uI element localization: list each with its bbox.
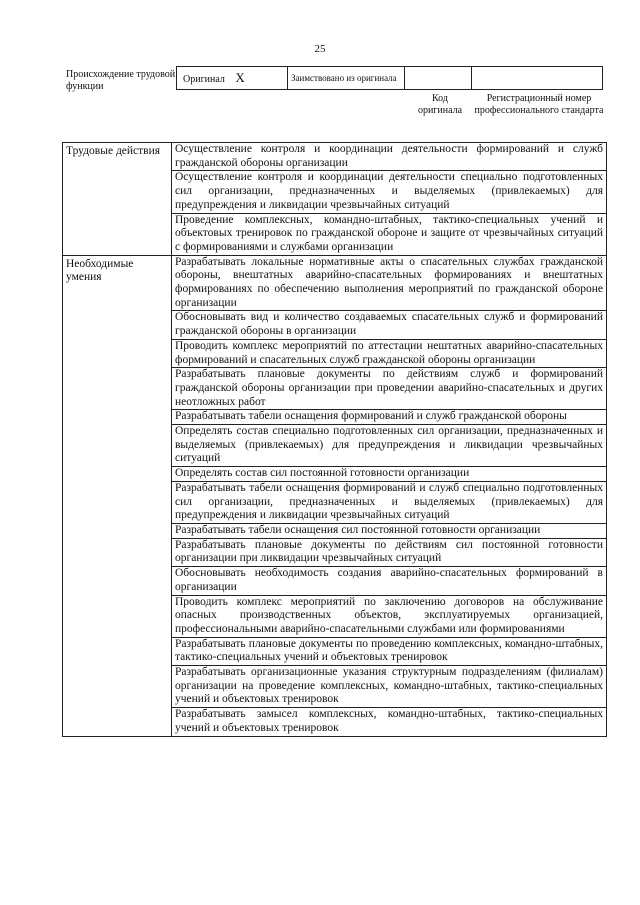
table-cell: Проведение комплексных, командно-штабных, тактико-специальных учений и объектовых тренировок по гражданской обороне и защите от чрезвычайных ситуаций с формированиями и службами организации <box>172 213 607 255</box>
table-cell: Разрабатывать табели оснащения формирований и служб специально подготовленных сил организации, предназначенных и выделяемых (привлекаемых) для предупреждения и ликвидации чрезвычайных ситуаций <box>172 481 607 523</box>
origin-table <box>176 66 603 90</box>
table-cell: Разрабатывать плановые документы по действиям сил постоянной готовности организации при ликвидации чрезвычайных ситуаций <box>172 538 607 566</box>
origin-label: Происхождение трудовой функции <box>66 69 176 92</box>
table-cell: Разрабатывать плановые документы по действиям служб и формирований гражданской обороны организации при проведении аварийно-спасательных и других неотложных работ <box>172 368 607 410</box>
section-label: Необходимые умения <box>63 255 172 736</box>
table-cell: Определять состав сил постоянной готовности организации <box>172 467 607 482</box>
original-mark: X <box>235 70 245 85</box>
reg-number-label: Регистрационный номер профессионального стандарта <box>474 93 604 116</box>
table-cell: Обосновывать необходимость создания аварийно-спасательных формирований в организации <box>172 567 607 595</box>
reg-number-cell <box>472 67 603 90</box>
table-cell: Разрабатывать табели оснащения формирований и служб гражданской обороны <box>172 410 607 425</box>
functions-table <box>62 142 607 737</box>
section-label: Трудовые действия <box>63 143 172 256</box>
table-cell: Разрабатывать локальные нормативные акты о спасательных службах гражданской обороны, внештатных аварийно-спасательных формированиях и внештатных формированиях по обеспечению выполнения мероприятий по гражданской обороне организации <box>172 255 607 311</box>
table-cell: Разрабатывать плановые документы по проведению комплексных, командно-штабных, тактико-специальных учений и объектовых тренировок <box>172 637 607 665</box>
table-cell: Осуществление контроля и координации деятельности формирований и служб гражданской обороны организации <box>172 143 607 171</box>
table-cell: Проводить комплекс мероприятий по заключению договоров на обслуживание опасных производственных объектов, эксплуатируемых организацией, профессиональными аварийно-спасательными службами или формированиями <box>172 595 607 637</box>
code-label: Код оригинала <box>417 93 463 116</box>
table-cell: Разрабатывать табели оснащения сил постоянной готовности организации <box>172 523 607 538</box>
table-cell: Обосновывать вид и количество создаваемых спасательных служб и формирований гражданской обороны в организации <box>172 311 607 339</box>
table-row <box>63 255 607 311</box>
table-cell: Осуществление контроля и координации деятельности специально подготовленных сил организации, предназначенных и выделяемых (привлекаемых) для предупреждения и ликвидации чрезвычайных ситуаций <box>172 171 607 213</box>
original-cell <box>177 67 288 90</box>
table-cell: Проводить комплекс мероприятий по аттестации нештатных аварийно-спасательных формирований и спасательных служб гражданской обороны организации <box>172 339 607 367</box>
table-cell: Разрабатывать организационные указания структурным подразделениям (филиалам) организации на проведение комплексных, командно-штабных, тактико-специальных учений и объектовых тренировок <box>172 666 607 708</box>
table-row <box>63 143 607 171</box>
table-cell: Определять состав специально подготовленных сил организации, предназначенных и выделяемых (привлекаемых) для предупреждения и ликвидации чрезвычайных ситуаций <box>172 425 607 467</box>
page-number: 25 <box>314 43 326 55</box>
original-label: Оригинал <box>183 74 225 85</box>
code-cell <box>405 67 472 90</box>
borrowed-cell: Заимствовано из оригинала <box>288 67 405 90</box>
table-cell: Разрабатывать замысел комплексных, командно-штабных, тактико-специальных учений и объектовых тренировок <box>172 708 607 736</box>
